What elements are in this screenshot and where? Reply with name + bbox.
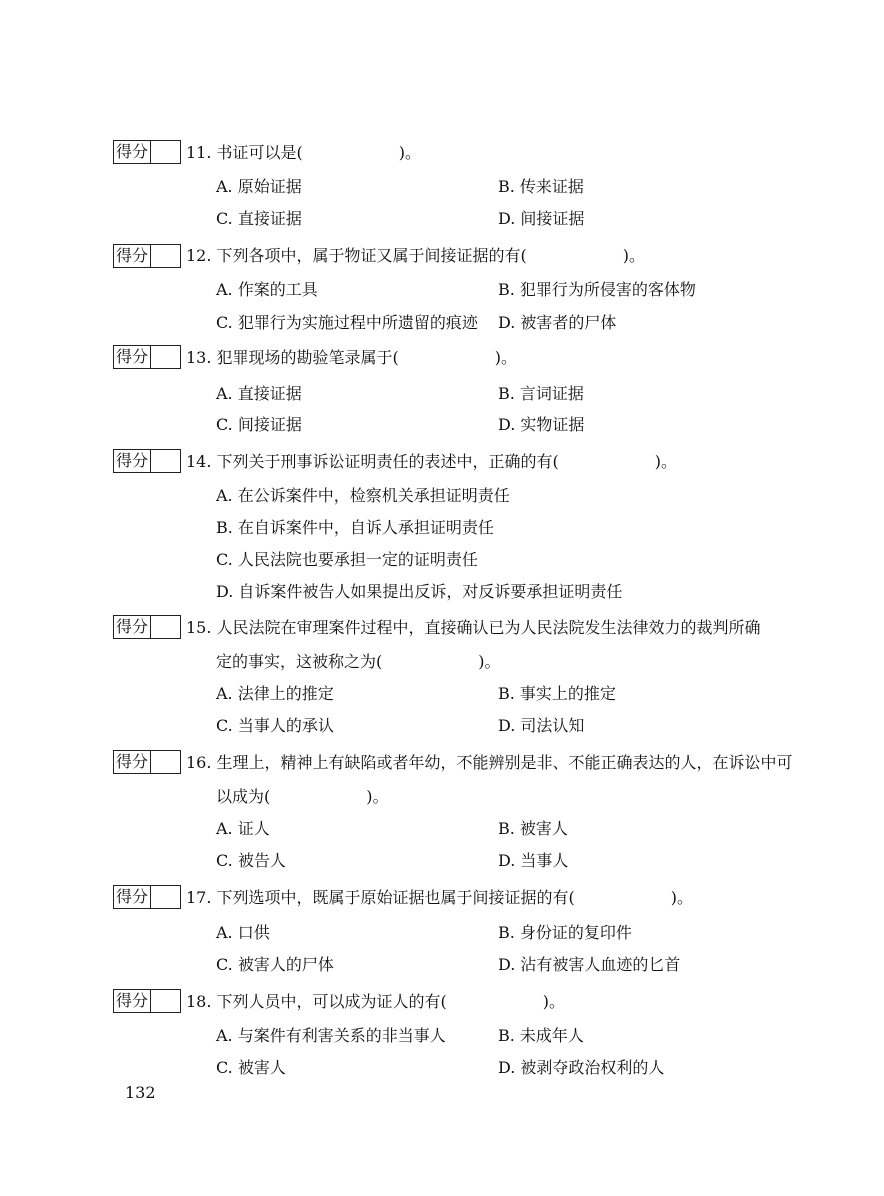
option-a: A. 口供 bbox=[216, 923, 270, 942]
question-stem: 17. 下列选项中，既属于原始证据也属于间接证据的有( )。 bbox=[186, 888, 694, 907]
option-a: A. 在公诉案件中，检察机关承担证明责任 bbox=[216, 486, 510, 505]
option-c: C. 被害人的尸体 bbox=[216, 955, 334, 974]
option-d: D. 当事人 bbox=[498, 851, 569, 870]
score-label: 得分 bbox=[114, 886, 151, 908]
question-stem: 11. 书证可以是( )。 bbox=[186, 143, 422, 162]
score-label: 得分 bbox=[114, 346, 151, 368]
question-stem: 18. 下列人员中，可以成为证人的有( )。 bbox=[186, 992, 566, 1011]
option-d: D. 自诉案件被告人如果提出反诉，对反诉要承担证明责任 bbox=[216, 582, 623, 601]
option-c: C. 当事人的承认 bbox=[216, 716, 334, 735]
option-a: A. 原始证据 bbox=[216, 177, 302, 196]
option-c: C. 被害人 bbox=[216, 1058, 286, 1077]
option-c: C. 直接证据 bbox=[216, 209, 302, 228]
question-stem-continued: 定的事实，这被称之为( )。 bbox=[216, 652, 501, 671]
score-label: 得分 bbox=[114, 751, 151, 773]
option-d: D. 被剥夺政治权利的人 bbox=[498, 1058, 665, 1077]
option-b: B. 在自诉案件中，自诉人承担证明责任 bbox=[216, 518, 494, 537]
score-label: 得分 bbox=[114, 245, 151, 267]
score-blank[interactable] bbox=[151, 450, 180, 472]
option-c: C. 被告人 bbox=[216, 851, 286, 870]
score-box bbox=[113, 140, 181, 164]
option-c: C. 犯罪行为实施过程中所遗留的痕迹 bbox=[216, 313, 478, 332]
score-blank[interactable] bbox=[151, 616, 180, 638]
score-label: 得分 bbox=[114, 450, 151, 472]
option-b: B. 未成年人 bbox=[498, 1026, 584, 1045]
option-d: D. 沾有被害人血迹的匕首 bbox=[498, 955, 681, 974]
score-blank[interactable] bbox=[151, 751, 180, 773]
option-b: B. 言词证据 bbox=[498, 384, 584, 403]
score-blank[interactable] bbox=[151, 346, 180, 368]
score-box bbox=[113, 750, 181, 774]
question-stem: 16. 生理上，精神上有缺陷或者年幼，不能辨别是非、不能正确表达的人，在诉讼中可 bbox=[186, 753, 793, 772]
option-b: B. 事实上的推定 bbox=[498, 684, 616, 703]
question-stem: 13. 犯罪现场的勘验笔录属于( )。 bbox=[186, 348, 518, 367]
score-box bbox=[113, 244, 181, 268]
option-a: A. 直接证据 bbox=[216, 384, 302, 403]
score-label: 得分 bbox=[114, 141, 151, 163]
option-d: D. 司法认知 bbox=[498, 716, 585, 735]
score-box bbox=[113, 615, 181, 639]
option-d: D. 被害者的尸体 bbox=[498, 313, 617, 332]
score-blank[interactable] bbox=[151, 886, 180, 908]
option-d: D. 间接证据 bbox=[498, 209, 585, 228]
question-stem: 14. 下列关于刑事诉讼证明责任的表述中，正确的有( )。 bbox=[186, 452, 678, 471]
option-b: B. 传来证据 bbox=[498, 177, 584, 196]
option-a: A. 法律上的推定 bbox=[216, 684, 334, 703]
score-box bbox=[113, 989, 181, 1013]
option-d: D. 实物证据 bbox=[498, 415, 585, 434]
score-blank[interactable] bbox=[151, 141, 180, 163]
score-label: 得分 bbox=[114, 990, 151, 1012]
score-box bbox=[113, 885, 181, 909]
option-b: B. 犯罪行为所侵害的客体物 bbox=[498, 280, 696, 299]
option-a: A. 作案的工具 bbox=[216, 280, 318, 299]
option-b: B. 被害人 bbox=[498, 819, 568, 838]
question-stem: 12. 下列各项中，属于物证又属于间接证据的有( )。 bbox=[186, 246, 646, 265]
question-stem-continued: 以成为( )。 bbox=[216, 787, 389, 806]
option-a: A. 与案件有利害关系的非当事人 bbox=[216, 1026, 446, 1045]
score-blank[interactable] bbox=[151, 990, 180, 1012]
option-a: A. 证人 bbox=[216, 819, 270, 838]
score-blank[interactable] bbox=[151, 245, 180, 267]
option-c: C. 人民法院也要承担一定的证明责任 bbox=[216, 550, 478, 569]
question-stem: 15. 人民法院在审理案件过程中，直接确认已为人民法院发生法律效力的裁判所确 bbox=[186, 618, 761, 637]
score-box bbox=[113, 345, 181, 369]
score-label: 得分 bbox=[114, 616, 151, 638]
option-b: B. 身份证的复印件 bbox=[498, 923, 632, 942]
page-number: 132 bbox=[125, 1083, 156, 1102]
option-c: C. 间接证据 bbox=[216, 415, 302, 434]
score-box bbox=[113, 449, 181, 473]
